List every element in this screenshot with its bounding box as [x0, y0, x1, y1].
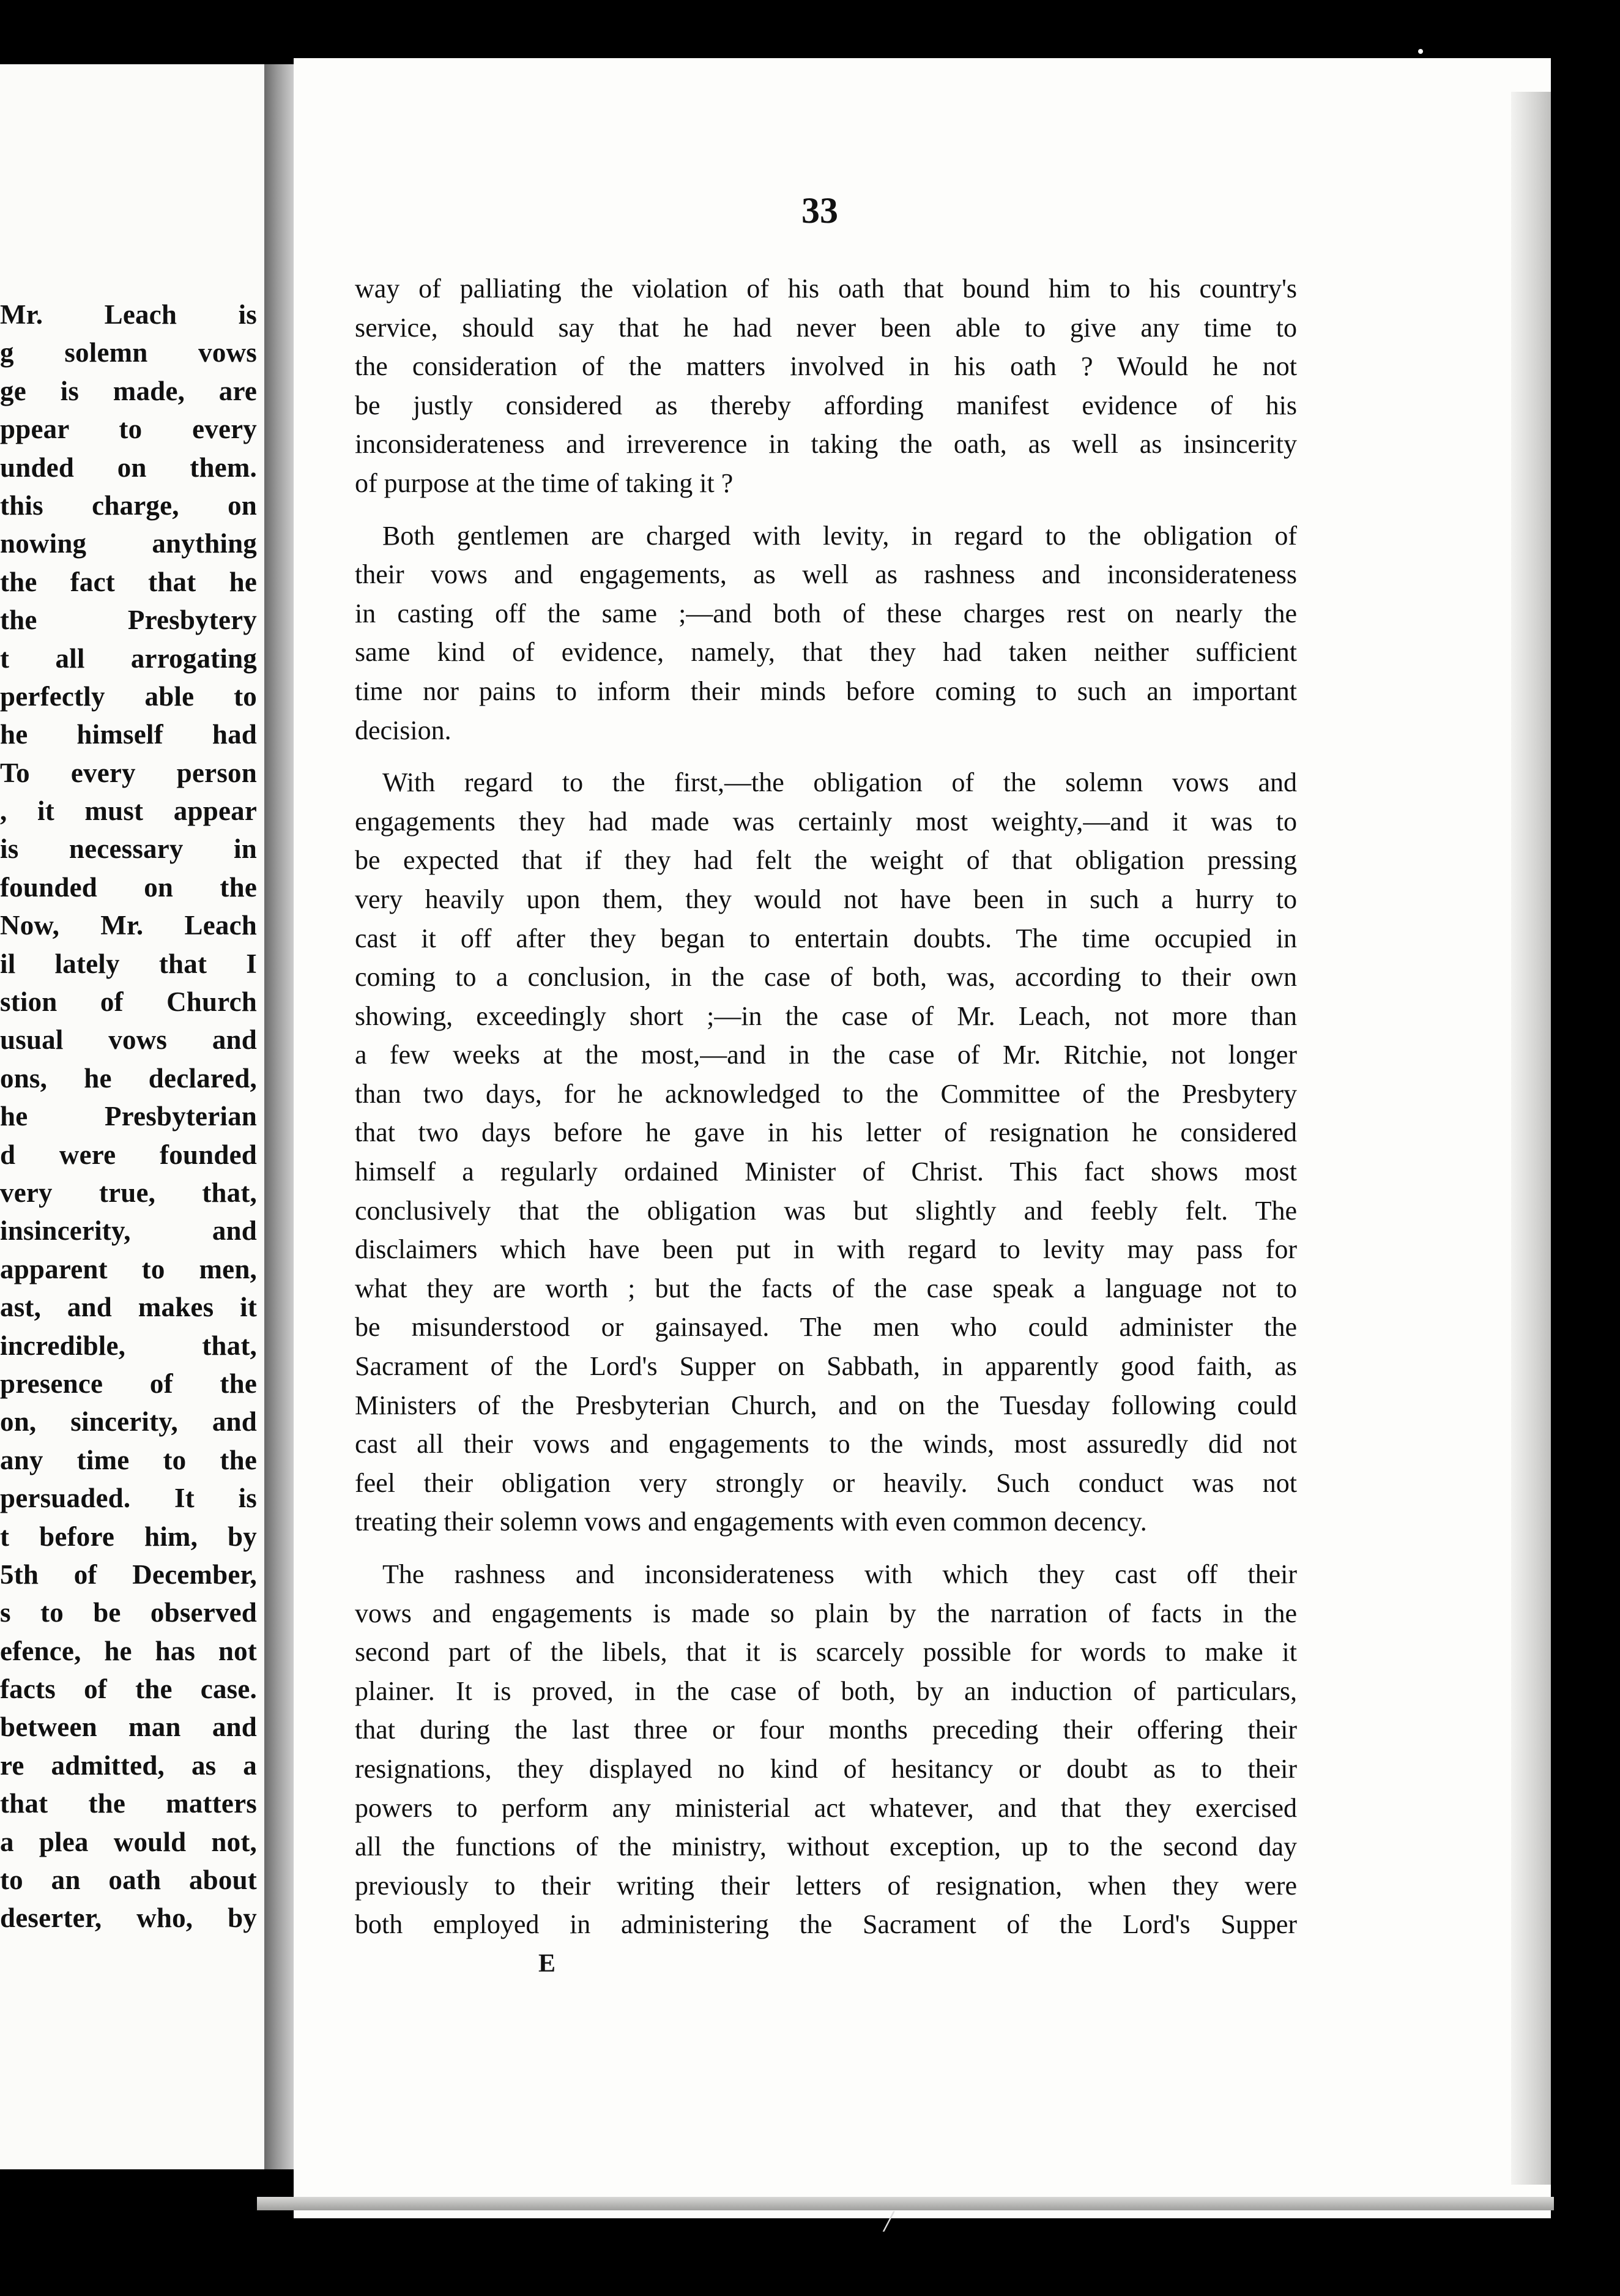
facing-page-line: il lately that I: [0, 948, 257, 979]
facing-page-line: 5th of December,: [0, 1559, 257, 1590]
facing-page-line: stion of Church: [0, 986, 257, 1018]
facing-page-line: efence, he has not: [0, 1635, 257, 1666]
facing-page-line: apparent to men,: [0, 1253, 257, 1284]
text-line: both employed in administering the Sacrament of the Lord's Supper: [355, 1909, 1297, 1940]
text-line: service, should say that he had never been able to give any time to: [355, 312, 1297, 343]
text-line: be misunderstood or gainsayed. The men who could administer the: [355, 1312, 1297, 1343]
text-line: cast all their vows and engagements to the winds, most assuredly did not: [355, 1429, 1297, 1459]
text-line: previously to their writing their letters of resignation, when they were: [355, 1870, 1297, 1901]
text-line: disclaimers which have been put in with regard to levity may pass for: [355, 1234, 1297, 1265]
paragraph: [355, 269, 1297, 503]
text-line: cast it off after they began to entertain doubts. The time occupied in: [355, 923, 1297, 953]
text-line: decision.: [355, 715, 451, 745]
facing-page-line: the Presbytery: [0, 605, 257, 636]
facing-page-line: on, sincerity, and: [0, 1406, 257, 1437]
text-line: inconsiderateness and irreverence in taking the oath, as well as insincerity: [355, 429, 1297, 460]
text-line: way of palliating the violation of his oath that bound him to his country's: [355, 274, 1297, 304]
text-line: same kind of evidence, namely, that they had taken neither sufficient: [355, 637, 1297, 668]
facing-page-line: is necessary in: [0, 833, 257, 865]
facing-page-line: To every person: [0, 757, 257, 788]
facing-page-line: this charge, on: [0, 490, 257, 521]
facing-page-line: that the matters: [0, 1788, 257, 1819]
facing-page-line: very true, that,: [0, 1177, 257, 1208]
text-line: be justly considered as thereby affording manifest evidence of his: [355, 390, 1297, 420]
text-line: of purpose at the time of taking it ?: [355, 468, 734, 498]
text-line: The rashness and inconsiderateness with which they cast off their: [382, 1559, 1297, 1589]
facing-page-line: perfectly able to: [0, 680, 257, 712]
facing-page-line: a plea would not,: [0, 1826, 257, 1857]
text-line: himself a regularly ordained Minister of Christ. This fact shows most: [355, 1157, 1297, 1187]
facing-page-line: t all arrogating: [0, 643, 257, 674]
paragraph: [355, 516, 1297, 750]
text-line: showing, exceedingly short ;—in the case of Mr. Leach, not more than: [355, 1001, 1297, 1031]
facing-page-line: Mr. Leach is: [0, 299, 257, 330]
facing-page-line: to an oath about: [0, 1865, 257, 1896]
facing-page-line: nowing anything: [0, 528, 257, 559]
facing-page-line: t before him, by: [0, 1521, 257, 1552]
text-line: that during the last three or four months preceding their offering their: [355, 1715, 1297, 1745]
facing-page-line: any time to the: [0, 1444, 257, 1475]
facing-page-line: the fact that he: [0, 566, 257, 597]
text-line: in casting off the same ;—and both of these charges rest on nearly the: [355, 598, 1297, 628]
facing-page-line: founded on the: [0, 871, 257, 903]
facing-page-line: usual vows and: [0, 1024, 257, 1056]
text-line: feel their obligation very strongly or heavily. Such conduct was not: [355, 1467, 1297, 1498]
text-line: second part of the libels, that it is scarcely possible for words to make it: [355, 1637, 1297, 1668]
text-line: be expected that if they had felt the weight of that obligation pressing: [355, 845, 1297, 876]
facing-page-line: ge is made, are: [0, 375, 257, 406]
dust-speck: [1418, 49, 1423, 54]
text-line: With regard to the first,—the obligation of the solemn vows and: [382, 767, 1297, 798]
text-line: treating their solemn vows and engagements with even common decency.: [355, 1507, 1147, 1537]
facing-page-line: he himself had: [0, 719, 257, 750]
text-line: coming to a conclusion, in the case of both, was, according to their own: [355, 962, 1297, 993]
paragraph: [355, 763, 1297, 1541]
text-line: powers to perform any ministerial act whatever, and that they exercised: [355, 1792, 1297, 1823]
facing-page-line: unded on them.: [0, 452, 257, 483]
facing-page-fragment: [0, 64, 264, 2169]
facing-page-line: d were founded: [0, 1139, 257, 1170]
facing-page-line: re admitted, as a: [0, 1750, 257, 1781]
text-line: engagements they had made was certainly most weighty,—and it was to: [355, 806, 1297, 837]
text-line: Sacrament of the Lord's Supper on Sabbath, in apparently good faith, as: [355, 1351, 1297, 1382]
facing-page-line: g solemn vows: [0, 337, 257, 368]
facing-page-line: ppear to every: [0, 414, 257, 445]
facing-page-line: he Presbyterian: [0, 1101, 257, 1132]
facing-page-line: ast, and makes it: [0, 1292, 257, 1323]
facing-page-line: presence of the: [0, 1368, 257, 1399]
facing-page-line: , it must appear: [0, 796, 257, 827]
facing-page-text: [0, 296, 257, 1937]
text-line: conclusively that the obligation was but slightly and feebly felt. The: [355, 1195, 1297, 1226]
text-line: all the functions of the ministry, without exception, up to the second day: [355, 1832, 1297, 1862]
facing-page-line: incredible, that,: [0, 1330, 257, 1361]
page-edge: [1511, 92, 1551, 2185]
facing-page-line: Now, Mr. Leach: [0, 910, 257, 941]
bottom-mark: /: [884, 2204, 893, 2238]
text-line: a few weeks at the most,—and in the case of Mr. Ritchie, not longer: [355, 1040, 1297, 1070]
page-bottom-edge: [257, 2197, 1554, 2210]
text-line: time nor pains to inform their minds before coming to such an important: [355, 676, 1297, 706]
facing-page-line: between man and: [0, 1712, 257, 1743]
facing-page-line: insincerity, and: [0, 1215, 257, 1247]
facing-page-line: persuaded. It is: [0, 1483, 257, 1514]
facing-page-line: s to be observed: [0, 1597, 257, 1628]
facing-page-line: facts of the case.: [0, 1674, 257, 1705]
facing-page-line: ons, he declared,: [0, 1062, 257, 1094]
body-text: [355, 269, 1297, 1944]
text-line: Both gentlemen are charged with levity, in regard to the obligation of: [382, 520, 1297, 551]
text-line: Ministers of the Presbyterian Church, and on the Tuesday following could: [355, 1390, 1297, 1420]
facing-page-line: deserter, who, by: [0, 1903, 257, 1934]
text-line: plainer. It is proved, in the case of both, by an induction of particulars,: [355, 1675, 1297, 1706]
text-line: very heavily upon them, they would not have been in such a hurry to: [355, 884, 1297, 914]
text-line: resignations, they displayed no kind of hesitancy or doubt as to their: [355, 1753, 1297, 1784]
text-line: than two days, for he acknowledged to the Committee of the Presbytery: [355, 1078, 1297, 1109]
paragraph: [355, 1555, 1297, 1944]
text-line: the consideration of the matters involved in his oath ? Would he not: [355, 351, 1297, 382]
signature-mark: E: [538, 1950, 556, 1978]
text-line: their vows and engagements, as well as rashness and inconsiderateness: [355, 559, 1297, 590]
page-number: 33: [801, 190, 838, 231]
text-line: what they are worth ; but the facts of the case speak a language not to: [355, 1273, 1297, 1303]
text-line: that two days before he gave in his letter of resignation he considered: [355, 1117, 1297, 1148]
text-line: vows and engagements is made so plain by the narration of facts in the: [355, 1598, 1297, 1628]
